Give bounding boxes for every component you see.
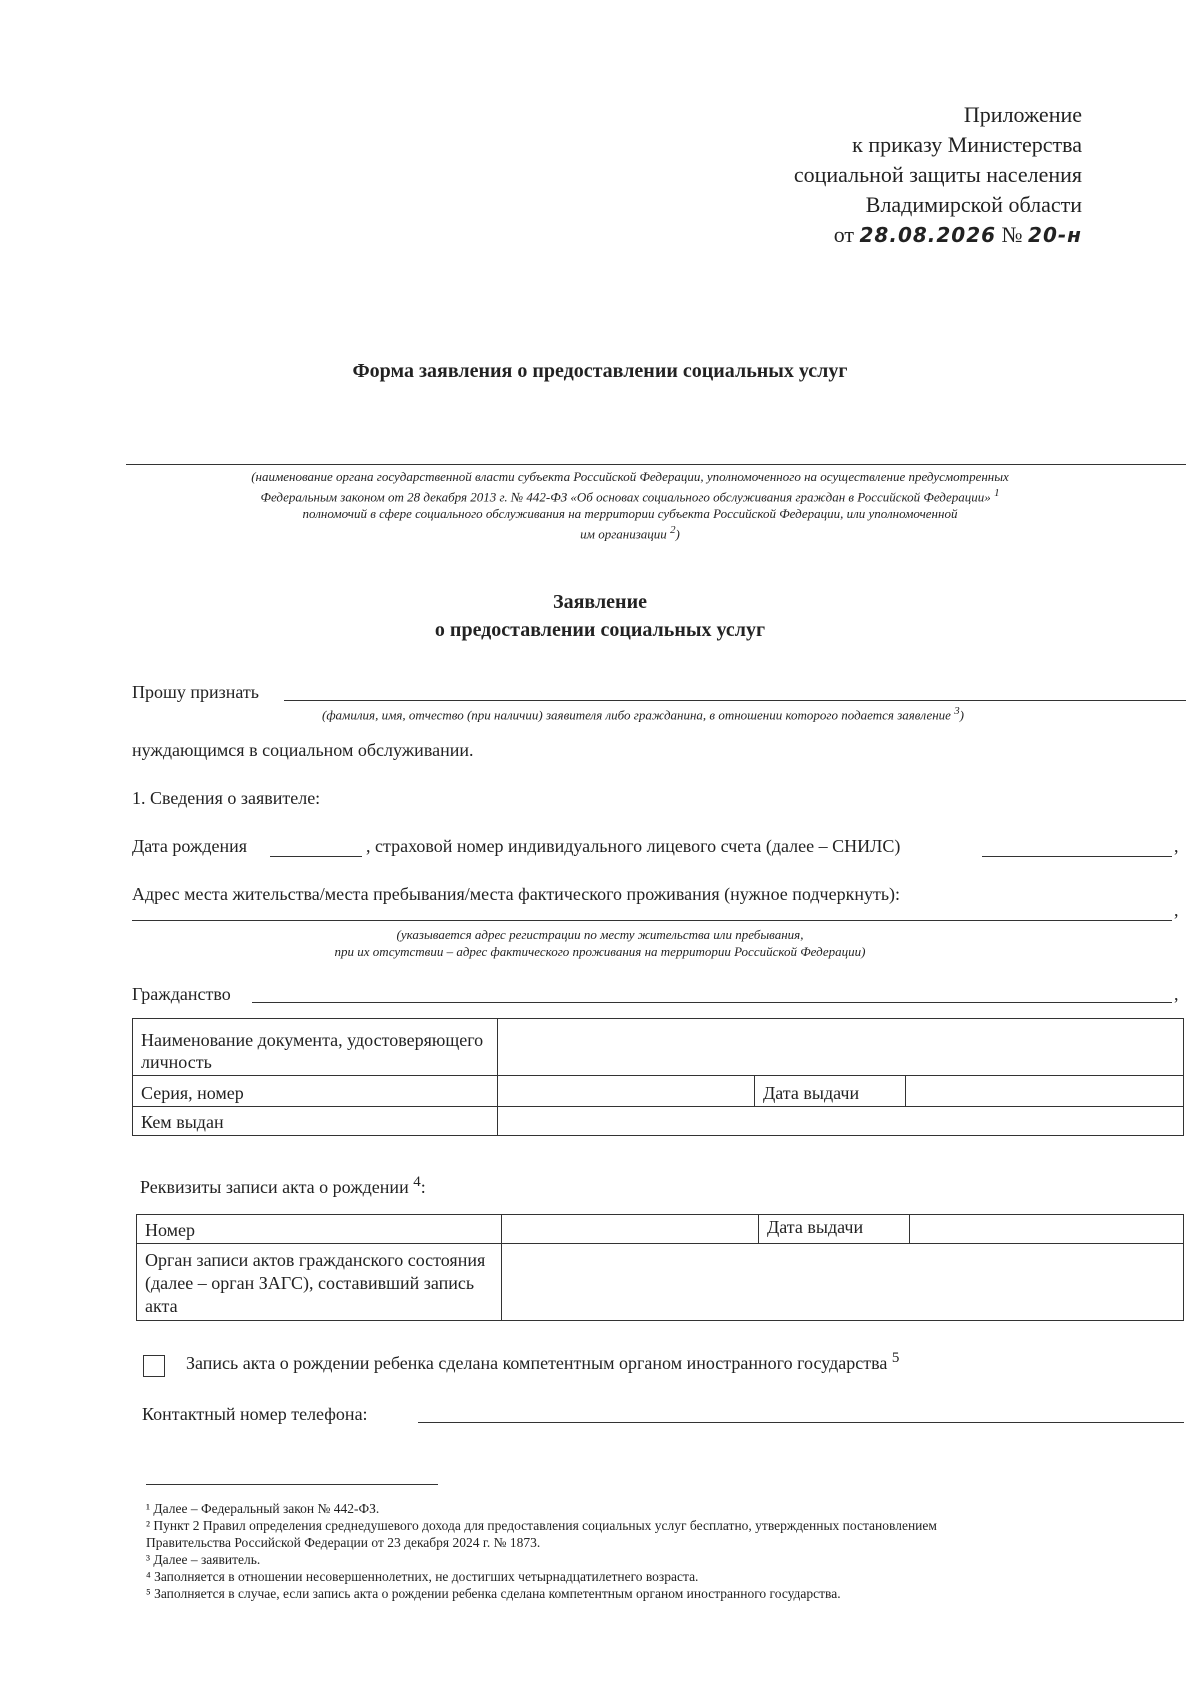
snils-field[interactable] (982, 856, 1172, 857)
application-title-line-1: Заявление (553, 591, 647, 613)
table-row (137, 1215, 1184, 1244)
footnote-ref-4: 4 (413, 1174, 421, 1190)
footnotes (146, 1500, 1186, 1602)
snils-label: , страховой номер индивидуального лицевого счета (далее – СНИЛС) (366, 836, 901, 856)
appendix-line-4: Владимирской области (865, 192, 1082, 217)
phone-field[interactable] (418, 1422, 1184, 1423)
registry-office-label: Орган записи актов гражданского состояния (далее – орган ЗАГС), составивший запись акта (137, 1244, 502, 1321)
citizenship-label: Гражданство (132, 984, 231, 1004)
address-field[interactable] (132, 920, 1172, 921)
birth-record-heading: Реквизиты записи акта о рождении $^4$: (140, 1174, 426, 1197)
citizenship-field[interactable] (252, 1002, 1172, 1003)
issued-by-value[interactable] (498, 1107, 1184, 1136)
foreign-record-label: Запись акта о рождении ребенка сделана компетентным органом иностранного государства $^5$ (186, 1350, 900, 1373)
issue-date-value[interactable] (906, 1076, 1184, 1107)
number-label: № (1001, 222, 1023, 247)
footnote-ref-2: 2 (670, 524, 676, 537)
footnote-ref-5: 5 (891, 1350, 900, 1366)
footnote-separator (146, 1484, 438, 1485)
org-caption (150, 468, 1110, 543)
table-row (137, 1244, 1184, 1321)
table-row (133, 1107, 1184, 1136)
form-title: Форма заявления о предоставлении социальных услуг (352, 360, 848, 382)
handwritten-date: 28.08.2026 (859, 223, 997, 247)
registry-office-value[interactable] (502, 1244, 1184, 1321)
record-number-label: Номер (137, 1215, 502, 1244)
footnote-3: ³ Далее – заявитель. (146, 1552, 261, 1567)
record-number-value[interactable] (502, 1215, 759, 1244)
footnote-ref-1: 1 (994, 487, 1000, 499)
appendix-date-line (794, 220, 1082, 250)
org-caption-line-1: (наименование органа государственной власти субъекта Российской Федерации, уполномоченного на осуществление предусмотренных (251, 469, 1009, 484)
address-caption (0, 926, 1200, 960)
request-label: Прошу признать (132, 682, 259, 702)
org-caption-line-2: Федеральным законом от 28 декабря 2013 г. № 442-ФЗ «Об основах социального обслуживания граждан в Российской Федерации» $^1$ (260, 487, 1000, 505)
from-label: от (833, 222, 855, 247)
applicant-name-field[interactable] (284, 700, 1186, 701)
identity-document-table (132, 1018, 1184, 1136)
address-label: Адрес места жительства/места пребывания/места фактического проживания (нужное подчеркнуть): (132, 884, 901, 904)
citizenship-comma: , (1174, 984, 1179, 1004)
issue-date-label: Дата выдачи (755, 1076, 906, 1107)
address-caption-line-2: при их отсутствии – адрес фактического проживания на территории Российской Федерации) (334, 944, 866, 959)
snils-comma: , (1174, 836, 1179, 856)
section-1-heading: 1. Сведения о заявителе: (132, 788, 321, 808)
footnote-2: ² Пункт 2 Правил определения среднедушевого дохода для предоставления социальных услуг бесплатно, утвержденных постановлением (146, 1518, 937, 1533)
birth-date-field[interactable] (270, 856, 362, 857)
request-continuation: нуждающимся в социальном обслуживании. (132, 740, 474, 760)
applicant-name-caption: (фамилия, имя, отчество (при наличии) заявителя либо гражданина, в отношении которого подается заявление $^3$) (322, 705, 964, 723)
footnote-5: ⁵ Заполняется в случае, если запись акта о рождении ребенка сделана компетентным органом иностранного государства. (146, 1586, 841, 1601)
org-caption-line-3: полномочий в сфере социального обслуживания на территории субъекта Российской Федерации, или уполномоченной (302, 506, 958, 522)
doc-name-value[interactable] (498, 1019, 1184, 1076)
record-issue-date-label: Дата выдачи (759, 1215, 910, 1244)
table-row (133, 1076, 1184, 1107)
series-number-label: Серия, номер (133, 1076, 498, 1107)
birth-record-table (136, 1214, 1184, 1321)
series-number-value[interactable] (498, 1076, 755, 1107)
footnote-1: ¹ Далее – Федеральный закон № 442-ФЗ. (146, 1501, 380, 1516)
phone-label: Контактный номер телефона: (142, 1404, 368, 1424)
table-row (133, 1019, 1184, 1076)
footnote-ref-3: 3 (954, 705, 960, 717)
doc-name-label: Наименование документа, удостоверяющего личность (133, 1019, 498, 1076)
appendix-line-3: социальной защиты населения (793, 162, 1082, 187)
footnote-2-continued: Правительства Российской Федерации от 23 декабря 2024 г. № 1873. (146, 1535, 541, 1550)
birth-date-label: Дата рождения (132, 836, 248, 856)
record-issue-date-value[interactable] (910, 1215, 1184, 1244)
footnote-4: ⁴ Заполняется в отношении несовершеннолетних, не достигших четырнадцатилетнего возраста. (146, 1569, 699, 1584)
handwritten-number: 20-н (1028, 223, 1082, 247)
issued-by-label: Кем выдан (133, 1107, 498, 1136)
foreign-record-checkbox[interactable] (143, 1355, 165, 1377)
address-comma: , (1174, 900, 1179, 920)
appendix-line-1: Приложение (963, 102, 1082, 127)
application-title (0, 588, 1200, 644)
address-caption-line-1: (указывается адрес регистрации по месту жительства или пребывания, (396, 927, 804, 942)
org-name-line[interactable] (126, 464, 1186, 465)
application-title-line-2: о предоставлении социальных услуг (434, 619, 766, 641)
org-caption-line-4: им организации $^2$) (580, 524, 680, 542)
appendix-header (794, 100, 1082, 250)
appendix-line-2: к приказу Министерства (852, 132, 1082, 157)
